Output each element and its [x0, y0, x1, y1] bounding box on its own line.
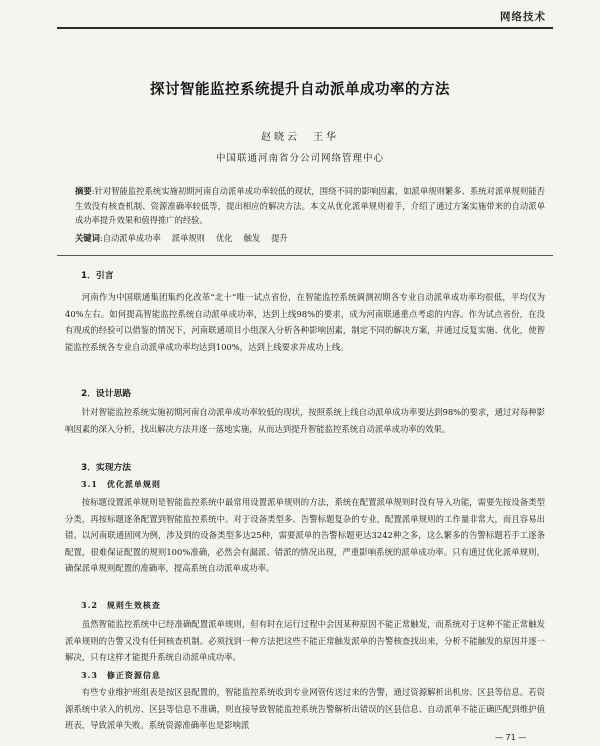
keyword: :自动派单成功率	[99, 233, 161, 243]
subsection-heading-optimize-rules: 3.1 优化派单规则	[81, 479, 161, 489]
page-number: — 71 —	[495, 733, 527, 742]
affiliation: 中国联通河南省分公司网络管理中心	[215, 153, 384, 164]
subsection-rule-check-paragraph: 虽然智能监控系统中已经准确配置派单规则，但有时在运行过程中会因某种原因不能正常触发，而系统对于这种不能正常触发派单规则的告警又没有任何核查机制。必须找到一种方法把这些不能正常触发派单的告警核查找出来，分析不能触发的原因并逐一解决，只有这样才能提升系统自动派单成功率。	[65, 619, 545, 662]
keywords-label: 关键词	[75, 233, 100, 243]
section-intro-paragraph: 河南作为中国联通集团集约化改革“北十”唯一试点省份，在智能监控系统调测初期各专业自动派单成功率均很低，平均仅为40%左右。如何提高智能监控系统自动派单成功率，达到上线98%的要求，成为河南联通重点考虑的内容。作为试点省份，在没有现成的经验可以借鉴的情况下，河南联通项目小组深入分析各种影响因素，制定不同的解决方案，并通过反复实施、优化，使智能监控系统各专业自动派单成功率均达到100%，达到上线要求并成功上线。	[65, 292, 545, 352]
section-design-paragraph: 针对智能监控系统实施初期河南自动派单成功率较低的现状，按照系统上线自动派单成功率要达到98%的要求，通过对每种影响因素的深入分析，找出解决方法并逐一落地实施，从而达到提升智能监控系统自动派单成功率的效果。	[65, 407, 545, 434]
section-heading-design: 2．设计思路	[81, 389, 132, 399]
abstract-divider	[57, 255, 553, 256]
section-heading-intro: 1．引言	[81, 271, 114, 281]
section-tag: 网络技术	[500, 11, 546, 23]
keyword: 触发	[243, 233, 261, 243]
abstract-text: :针对智能监控系统实施初期河南自动派单成功率较低的现状，围绕不同的影响因素，如派单规则繁多、系统对派单规则能否生效没有核查机制、资源准确率较低等，提出相应的解决方法。本文从优化派单规则着手，介绍了通过方案实施带来的自动派单成功率提升效果和值得推广的经验。	[75, 186, 545, 225]
authors: 赵晓云 王华	[261, 132, 339, 143]
keyword: 优化	[215, 233, 233, 243]
section-heading-method: 3．实现方法	[81, 463, 132, 473]
subsection-heading-rule-check: 3.2 规则生效核查	[81, 600, 161, 610]
subsection-optimize-rules-paragraph: 按标题设置派单规则是智能监控系统中最常用设置派单规则的方法，系统在配置派单规则时没有导入功能，需要先按设备类型分类，再按标题逐条配置到智能监控系统中。对于设备类型多、告警标题复杂的专业，配置派单规则的工作量非常大，而且容易出错。以河南联通固网为例，涉及到的设备类型多达25种，需要派单的告警标题更达3242种之多，这么繁多的告警标题若手工逐条配置，很难保证配置的规则100%准确，必然会有漏派、错派的情况出现，严重影响系统的派单成功率。只有通过优化派单规则，确保派单规则配置的准确率，提高系统自动派单成功率。	[65, 497, 545, 573]
keyword: 提升	[271, 233, 288, 243]
article-title: 探讨智能监控系统提升自动派单成功率的方法	[150, 82, 450, 98]
subsection-resource-fix-paragraph: 有些专业维护班组表是按区县配置的，智能监控系统收到专业网管传送过来的告警，通过资源解析出机房、区县等信息。若资源系统中录入的机房、区县等信息不准确，则直接导致智能监控系统告警解析出错误的区县信息、自动派单不能正确匹配到维护值班表，导致派单失败。系统资源准确率也是影响派	[65, 687, 545, 730]
keyword: 派单规则	[171, 233, 205, 243]
keywords	[75, 232, 545, 244]
header-rule	[57, 27, 553, 29]
abstract-label: 摘要	[75, 186, 92, 196]
subsection-heading-resource-fix: 3.3 修正资源信息	[81, 670, 161, 680]
abstract	[75, 184, 545, 228]
